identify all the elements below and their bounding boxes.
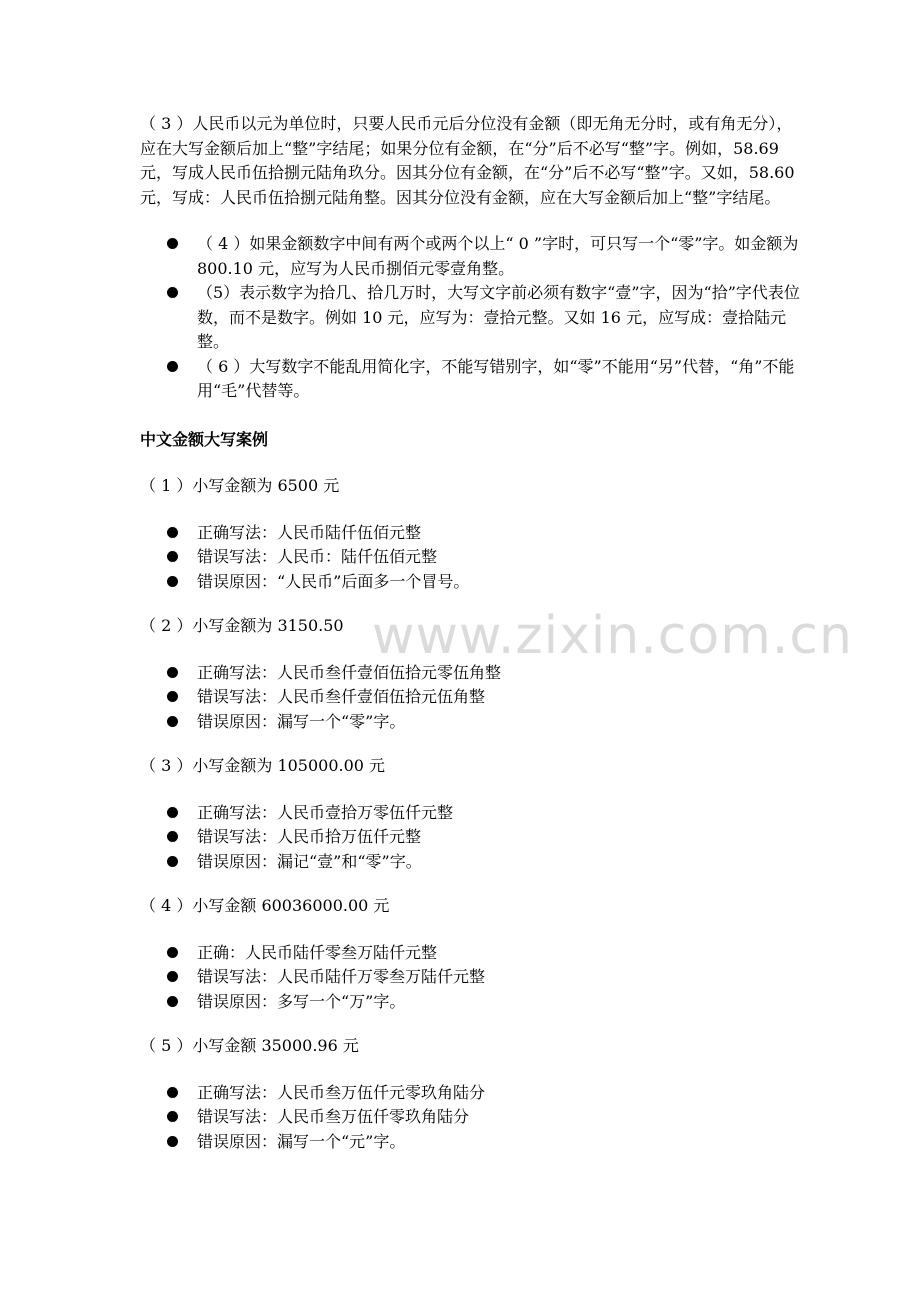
list-item: 正确：人民币陆仟零叁万陆仟元整 (140, 941, 805, 966)
list-item: （5）表示数字为拾几、拾几万时，大写文字前必须有数字“壹”字，因为“拾”字代表位数，而不是数字。例如 10 元，应写为：壹拾元整。又如 16 元，应写成：壹拾陆元整。 (140, 281, 805, 355)
case-title: （ 4 ）小写金额 60036000.00 元 (140, 896, 390, 915)
case-list (140, 941, 805, 1015)
bullet-icon (167, 971, 178, 982)
bullet-icon (167, 947, 178, 958)
bullet-icon (167, 576, 178, 587)
list-item: 错误写法：人民币叁万伍仟零玖角陆分 (140, 1105, 805, 1130)
list-item: 错误原因：漏记“壹”和“零”字。 (140, 850, 805, 875)
bullet-icon (167, 807, 178, 818)
list-item: 错误原因：多写一个“万”字。 (140, 990, 805, 1015)
bullet-icon (167, 691, 178, 702)
bullet-icon (167, 527, 178, 538)
bullet-icon (167, 856, 178, 867)
bullet-icon (167, 361, 178, 372)
bullet-icon (167, 238, 178, 249)
list-item: 正确写法：人民币叁仟壹佰伍拾元零伍角整 (140, 661, 805, 686)
list-item: （ 4 ）如果金额数字中间有两个或两个以上“ 0 ”字时，可只写一个“零”字。如金额为 800.10 元，应写为人民币捌佰元零壹角整。 (140, 232, 805, 281)
watermark: www.zixin.com.cn (372, 606, 853, 666)
bullet-icon (167, 1136, 178, 1147)
bullet-icon (167, 831, 178, 842)
bullet-icon (167, 716, 178, 727)
document-body (140, 112, 805, 1174)
case-list (140, 1081, 805, 1155)
case-title: （ 3 ）小写金额为 105000.00 元 (140, 756, 386, 775)
list-item: 错误原因：漏写一个“元”字。 (140, 1130, 805, 1155)
rules-list (140, 232, 805, 404)
case-title: （ 5 ）小写金额 35000.96 元 (140, 1036, 359, 1055)
case-title: （ 2 ）小写金额为 3150.50 (140, 616, 344, 635)
intro-paragraph: （ 3 ）人民币以元为单位时，只要人民币元后分位没有金额（即无角无分时，或有角无分），应在大写金额后加上“整”字结尾；如果分位有金额，在“分”后不必写“整”字。例如，58.69元，写成人民币伍拾捌元陆角玖分。因其分位有金额，在“分”后不必写“整”字。又如，58.60元，写成：人民币伍拾捌元陆角整。因其分位没有金额，应在大写金额后加上“整”字结尾。 (140, 114, 795, 207)
bullet-icon (167, 1087, 178, 1098)
bullet-icon (167, 667, 178, 678)
bullet-icon (167, 551, 178, 562)
case-list (140, 521, 805, 595)
list-item: 错误原因：漏写一个“零”字。 (140, 710, 805, 735)
list-item: 正确写法：人民币壹拾万零伍仟元整 (140, 801, 805, 826)
list-item: （ 6 ）大写数字不能乱用简化字，不能写错别字，如“零”不能用“另”代替，“角”不能用“毛”代替等。 (140, 355, 805, 404)
list-item: 错误写法：人民币叁仟壹佰伍拾元伍角整 (140, 685, 805, 710)
case-list (140, 661, 805, 735)
bullet-icon (167, 1111, 178, 1122)
section-heading: 中文金额大写案例 (140, 429, 269, 449)
list-item: 正确写法：人民币叁万伍仟元零玖角陆分 (140, 1081, 805, 1106)
case-title: （ 1 ）小写金额为 6500 元 (140, 476, 340, 495)
list-item: 错误写法：人民币拾万伍仟元整 (140, 825, 805, 850)
list-item: 错误写法：人民币陆仟万零叁万陆仟元整 (140, 965, 805, 990)
list-item: 错误原因：“人民币”后面多一个冒号。 (140, 570, 805, 595)
bullet-icon (167, 996, 178, 1007)
list-item: 错误写法：人民币：陆仟伍佰元整 (140, 545, 805, 570)
bullet-icon (167, 287, 178, 298)
case-list (140, 801, 805, 875)
list-item: 正确写法：人民币陆仟伍佰元整 (140, 521, 805, 546)
